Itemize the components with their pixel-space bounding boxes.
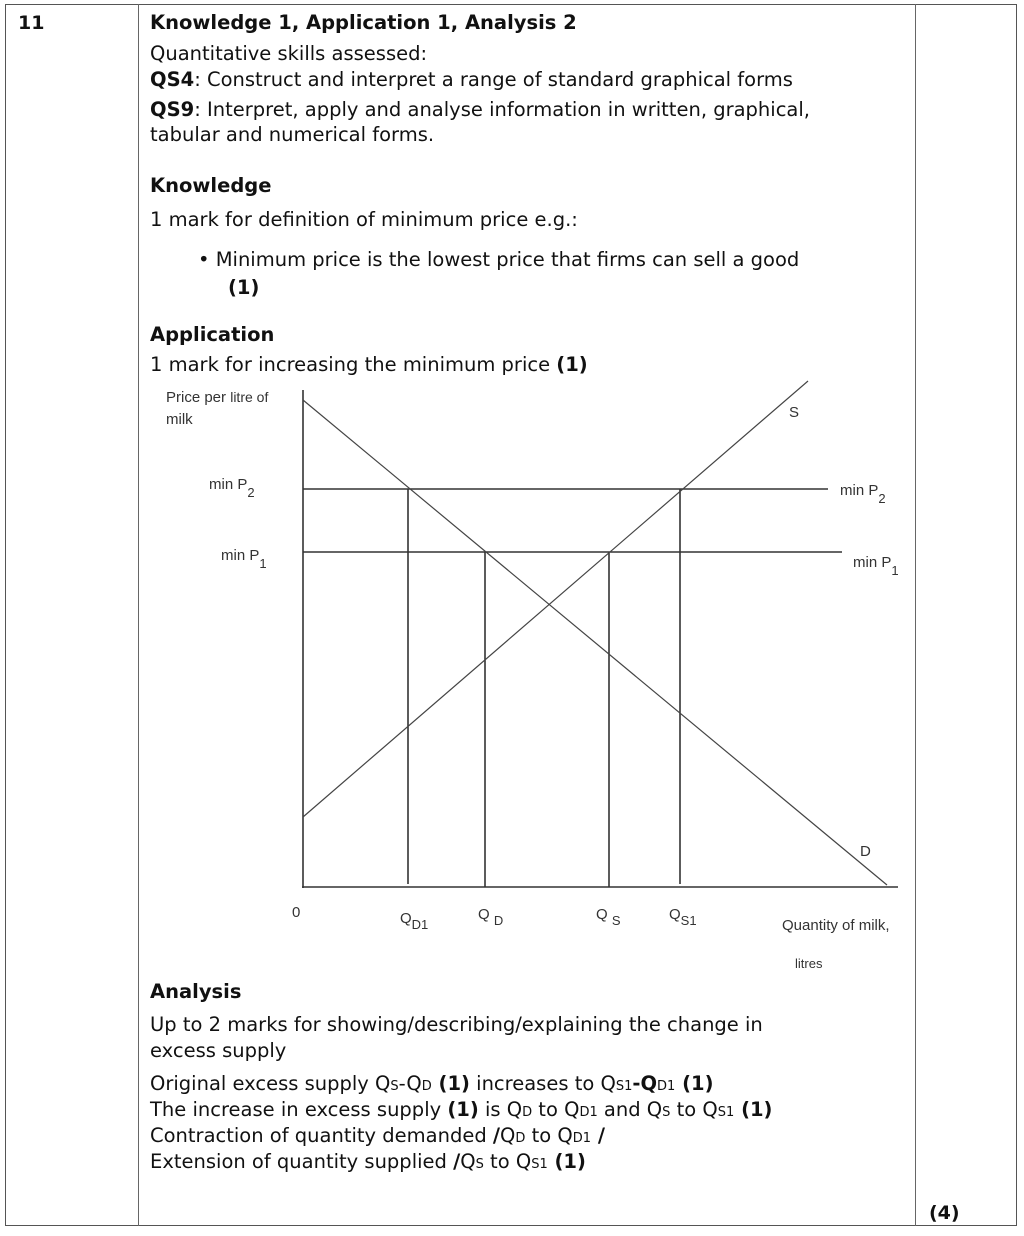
supply-label: S	[789, 404, 800, 421]
skills-intro: Quantitative skills assessed:	[150, 42, 428, 65]
analysis-intro: Up to 2 marks for showing/describing/explaining the change in	[150, 1013, 763, 1036]
min-p1-label-left: min P1	[221, 547, 267, 571]
bullet-text: Minimum price is the lowest price that firms can sell a good	[215, 248, 800, 271]
qs-label: Q S	[596, 906, 621, 928]
total-marks: (4)	[929, 1202, 960, 1224]
skill-qs9-cont: tabular and numerical forms.	[150, 123, 435, 146]
bullet-icon: •	[198, 248, 216, 271]
origin-label: 0	[292, 904, 301, 921]
analysis-heading: Analysis	[150, 980, 242, 1003]
analysis-intro-cont: excess supply	[150, 1039, 287, 1062]
y-axis-label: Price per litre of	[166, 389, 269, 406]
question-number: 11	[18, 12, 45, 34]
qs1-label: QS1	[669, 906, 697, 928]
supply-curve	[303, 381, 808, 817]
knowledge-bullet-mark: (1)	[228, 276, 260, 299]
skill-text: : Interpret, apply and analyse information in written, graphical,	[194, 98, 810, 121]
knowledge-intro: 1 mark for definition of minimum price e.g.:	[150, 208, 578, 231]
analysis-line-4: Extension of quantity supplied /QS to QS1 (1)	[150, 1150, 586, 1173]
min-p1-label-right: min P1	[853, 554, 899, 578]
qd-label: Q D	[478, 906, 504, 928]
min-p2-label-right: min P2	[840, 482, 886, 506]
min-p2-label-left: min P2	[209, 476, 255, 500]
knowledge-heading: Knowledge	[150, 174, 272, 197]
x-axis-label: Quantity of milk,	[782, 917, 890, 934]
skill-code: QS4	[150, 68, 195, 91]
demand-curve	[303, 400, 887, 885]
qd1-label: QD1	[400, 910, 429, 932]
assessment-title: Knowledge 1, Application 1, Analysis 2	[150, 11, 577, 34]
skill-code: QS9	[150, 98, 195, 121]
skill-text: : Construct and interpret a range of standard graphical forms	[194, 68, 793, 91]
application-mark: (1)	[556, 353, 588, 376]
application-heading: Application	[150, 323, 275, 346]
analysis-line-1: Original excess supply QS-QD (1) increases to QS1-QD1 (1)	[150, 1072, 714, 1095]
y-axis-label-cont: milk	[166, 411, 193, 428]
demand-label: D	[860, 843, 871, 860]
analysis-line-3: Contraction of quantity demanded /QD to QD1 /	[150, 1124, 605, 1147]
application-desc: 1 mark for increasing the minimum price	[150, 353, 557, 376]
x-axis-label-cont: litres	[795, 956, 823, 971]
analysis-line-2: The increase in excess supply (1) is QD to QD1 and QS to QS1 (1)	[150, 1098, 773, 1121]
